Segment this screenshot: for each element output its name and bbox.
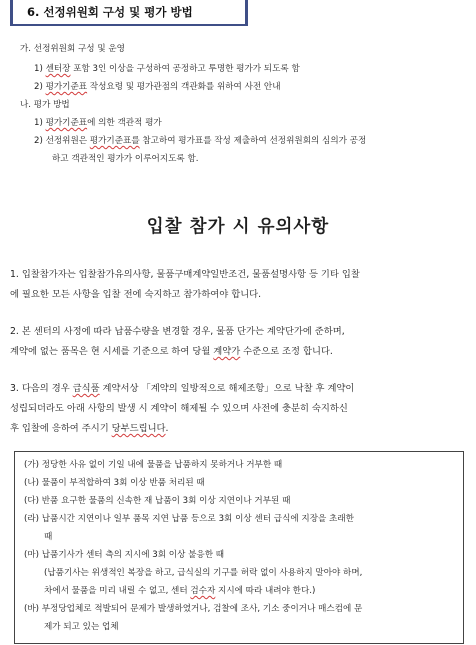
outline-na-item-2 (34, 135, 366, 148)
spell-flagged-word: 계약가 (213, 346, 241, 357)
termination-item-ba: (바) 부정당업체로 적발되어 문제가 발생하였거나, 검찰에 조사, 기소 중이거나 매스컴에 문 (24, 604, 363, 614)
paragraph-3-line-2: 성립되더라도 아래 사항의 발생 시 계약이 해제될 수 있으며 사전에 충분히 숙지하신 (10, 403, 348, 414)
notice-title: 입찰 참가 시 유의사항 (146, 217, 330, 237)
paragraph-3-line-1 (10, 382, 354, 395)
paragraph-1-line-2: 에 필요한 모든 사항을 입찰 전에 숙지하고 참가하여야 합니다. (10, 289, 262, 300)
item-text: 참고하여 평가표를 작성 제출하여 선정위원회의 심의가 공정 (139, 136, 367, 146)
spell-flagged-word: 센터장 (45, 64, 71, 74)
text-run: 차에서 물품을 미리 내릴 수 없고, 센터 (44, 586, 191, 596)
text-run: 수준으로 조정 합니다. (240, 346, 333, 357)
item-text: 에 의한 객관적 평가 (87, 118, 162, 128)
termination-item-ma-note-2 (44, 585, 315, 598)
outline-na-item-2-cont: 하고 객관적인 평가가 이루어지도록 함. (52, 154, 199, 164)
outline-ga-heading: 가. 선정위원회 구성 및 운영 (20, 44, 125, 54)
termination-item-ga: (가) 정당한 사유 없이 기일 내에 물품을 납품하지 못하거나 거부한 때 (24, 460, 283, 470)
spell-flagged-word: 당부드립니다 (111, 423, 166, 434)
item-number: 2) (34, 82, 43, 92)
section-header (10, 0, 248, 26)
text-run: 후 입찰에 응하여 주시기 (10, 423, 112, 434)
paragraph-2-line-2 (10, 345, 333, 358)
outline-ga-item-2 (34, 81, 281, 94)
item-text: 포함 3인 이상을 구성하여 공정하고 투명한 평가가 되도록 함 (70, 64, 300, 74)
termination-item-da: (다) 반품 요구한 물품의 신속한 재 납품이 3회 이상 지연이나 거부된 때 (24, 496, 291, 506)
outline-na-item-1 (34, 117, 162, 130)
item-text: 작성요령 및 평가관점의 객관화를 위하여 사전 안내 (87, 82, 281, 92)
spell-flagged-word: 평가기준표 (45, 82, 88, 92)
outline-ga-item-1 (34, 63, 300, 76)
termination-item-ma-note-1: (납품기사는 위생적인 복장을 하고, 급식실의 기구를 허락 없이 사용하지 말아야 하며, (44, 568, 363, 578)
text-run: . (165, 423, 169, 434)
text-run: 지시에 따라 내려야 한다.) (215, 586, 316, 596)
text-run: 계약에 없는 품목은 현 시세를 기준으로 하여 당월 (10, 346, 214, 357)
spell-flagged-word: 급식품 (72, 383, 100, 394)
paragraph-3-line-3 (10, 422, 169, 435)
spell-flagged-word: 평가기준표 (45, 118, 88, 128)
outline-na-heading: 나. 평가 방법 (20, 100, 70, 110)
spell-flagged-word: 평가기준표를 (89, 136, 140, 146)
termination-item-na: (나) 물품이 부적합하여 3회 이상 반품 처리된 때 (24, 478, 205, 488)
termination-item-ra: (라) 납품시간 지연이나 일부 품목 지연 납품 등으로 3회 이상 센터 급식에 지장을 초래한 (24, 514, 354, 524)
paragraph-1-line-1: 1. 입찰참가자는 입찰참가유의사항, 물품구매계약일반조건, 물품설명사항 등 기타 입찰 (10, 269, 360, 280)
text-run: 3. 다음의 경우 (10, 383, 73, 394)
spell-flagged-word: 검수자 (190, 586, 216, 596)
item-number: 1) (34, 118, 43, 128)
text-run: 계약서상 「계약의 일방적으로 해제조항」으로 낙찰 후 계약이 (99, 383, 355, 394)
paragraph-2-line-1: 2. 본 센터의 사정에 따라 납품수량을 변경할 경우, 물품 단가는 계약단가에 준하며, (10, 326, 345, 337)
item-text: 선정위원은 (45, 136, 90, 146)
section-title: 6. 선정위원회 구성 및 평가 방법 (27, 5, 193, 19)
termination-item-ba-cont: 제가 되고 있는 업체 (44, 622, 119, 632)
item-number: 1) (34, 64, 43, 74)
termination-item-ma: (마) 납품기사가 센터 측의 지시에 3회 이상 불응한 때 (24, 550, 225, 560)
termination-item-ra-cont: 때 (44, 532, 53, 542)
item-number: 2) (34, 136, 43, 146)
